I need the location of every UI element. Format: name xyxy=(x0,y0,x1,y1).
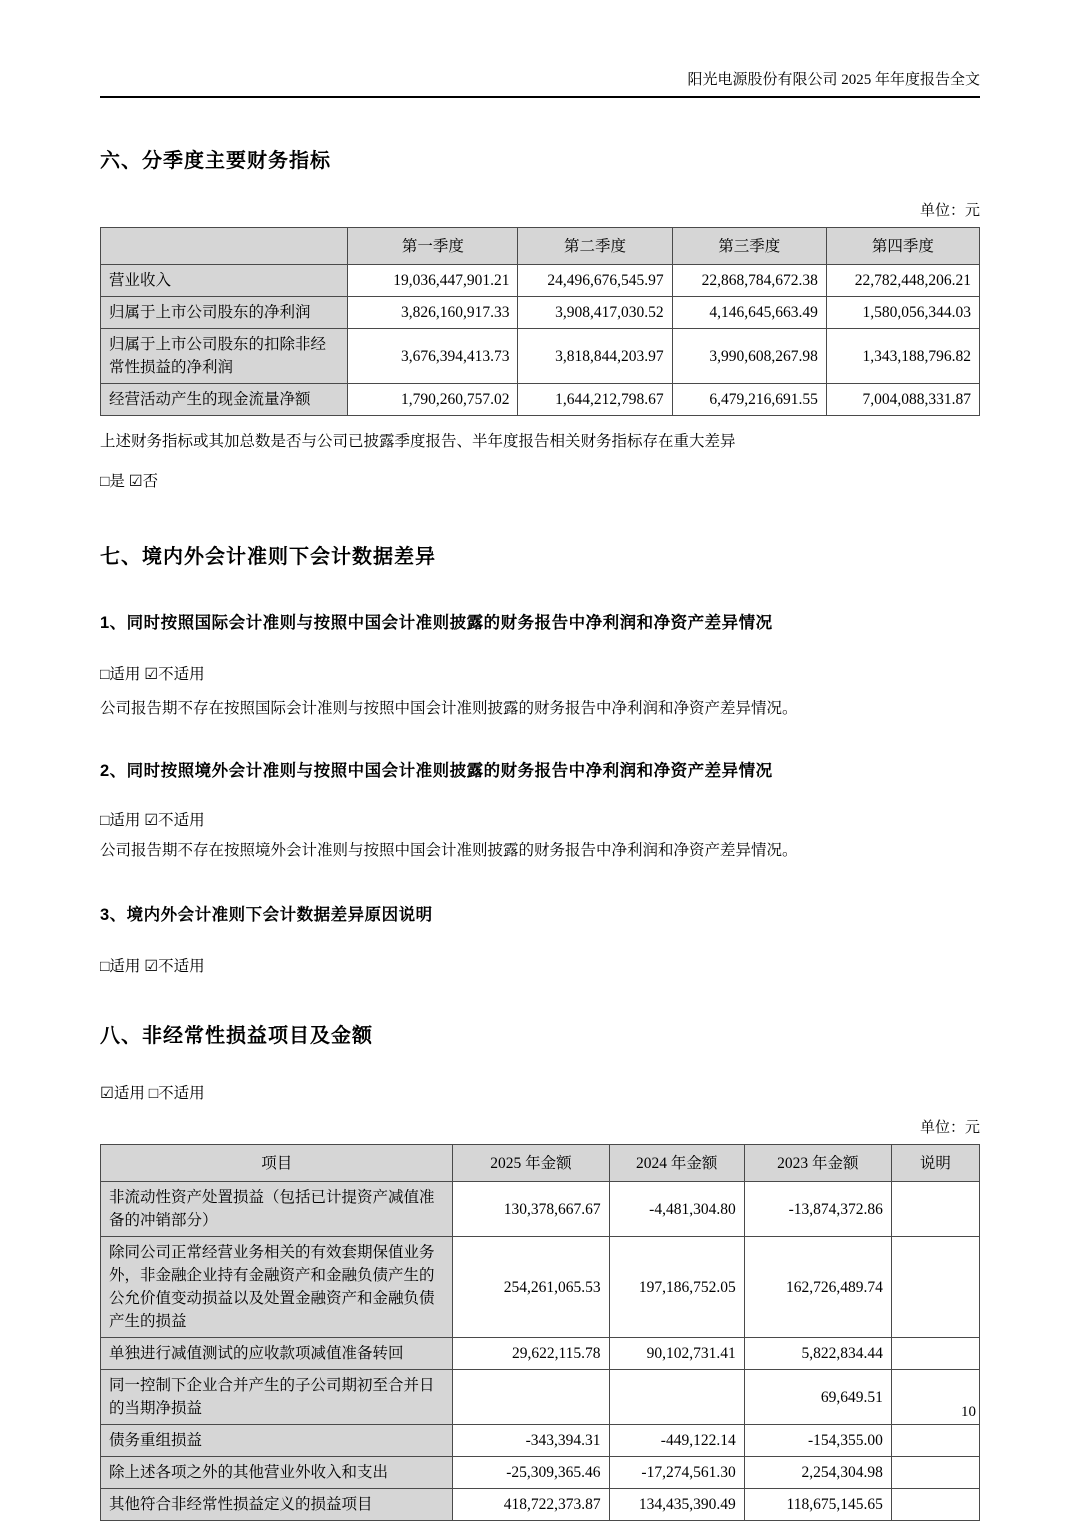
cell-note xyxy=(891,1425,979,1457)
row-label: 债务重组损益 xyxy=(101,1425,453,1457)
cell-value xyxy=(453,1370,609,1425)
section7-3-applicable-checkboxes: □适用 ☑不适用 xyxy=(100,958,205,975)
cell-value: 29,622,115.78 xyxy=(453,1338,609,1370)
cell-value: 3,676,394,413.73 xyxy=(348,329,518,384)
cell-value: 7,004,088,331.87 xyxy=(826,384,979,416)
section7-1-note: 公司报告期不存在按照国际会计准则与按照中国会计准则披露的财务报告中净利润和净资产差异情况。 xyxy=(100,700,798,717)
unit-label-section6: 单位：元 xyxy=(919,203,980,219)
cell-note xyxy=(891,1457,979,1489)
cell-note xyxy=(891,1237,979,1338)
cell-value: -449,122.14 xyxy=(609,1425,744,1457)
section7-1-applicable-checkboxes: □适用 ☑不适用 xyxy=(100,666,205,683)
cell-value: -17,274,561.30 xyxy=(609,1457,744,1489)
col-header-note: 说明 xyxy=(891,1145,979,1182)
quarterly-financials-table xyxy=(100,227,980,416)
cell-value: 3,826,160,917.33 xyxy=(348,297,518,329)
cell-note xyxy=(891,1338,979,1370)
cell-value: -13,874,372.86 xyxy=(744,1182,891,1237)
cell-value: 90,102,731.41 xyxy=(609,1338,744,1370)
col-header-2024: 2024 年金额 xyxy=(609,1145,744,1182)
cell-value: 6,479,216,691.55 xyxy=(672,384,826,416)
col-header-q3: 第三季度 xyxy=(672,228,826,265)
cell-value: 22,782,448,206.21 xyxy=(826,265,979,297)
section-8-title: 八、非经常性损益项目及金额 xyxy=(100,1025,373,1047)
table-row xyxy=(101,297,980,329)
section8-applicable-checkboxes: ☑适用 □不适用 xyxy=(100,1085,205,1102)
col-header-q2: 第二季度 xyxy=(518,228,672,265)
cell-value: 19,036,447,901.21 xyxy=(348,265,518,297)
cell-value: 5,822,834.44 xyxy=(744,1338,891,1370)
cell-value: 162,726,489.74 xyxy=(744,1237,891,1338)
cell-value: 197,186,752.05 xyxy=(609,1237,744,1338)
cell-value: 69,649.51 xyxy=(744,1370,891,1425)
table-row xyxy=(101,1425,980,1457)
cell-value: 254,261,065.53 xyxy=(453,1237,609,1338)
row-label: 除上述各项之外的其他营业外收入和支出 xyxy=(101,1457,453,1489)
row-label: 非流动性资产处置损益（包括已计提资产减值准备的冲销部分） xyxy=(101,1182,453,1237)
cell-value: 1,343,188,796.82 xyxy=(826,329,979,384)
section7-2-note: 公司报告期不存在按照境外会计准则与按照中国会计准则披露的财务报告中净利润和净资产差异情况。 xyxy=(100,842,798,859)
doc-header xyxy=(100,0,980,98)
table-row xyxy=(101,1182,980,1237)
cell-value: 130,378,667.67 xyxy=(453,1182,609,1237)
col-header-q4: 第四季度 xyxy=(826,228,979,265)
row-label: 单独进行减值测试的应收款项减值准备转回 xyxy=(101,1338,453,1370)
section7-2-applicable-checkboxes: □适用 ☑不适用 xyxy=(100,812,205,829)
cell-note xyxy=(891,1489,979,1521)
col-header-q1: 第一季度 xyxy=(348,228,518,265)
cell-value: 3,908,417,030.52 xyxy=(518,297,672,329)
cell-value: 4,146,645,663.49 xyxy=(672,297,826,329)
cell-value: 24,496,676,545.97 xyxy=(518,265,672,297)
section6-yes-no-checkboxes: □是 ☑否 xyxy=(100,473,159,490)
cell-value: 2,254,304.98 xyxy=(744,1457,891,1489)
col-header-2023: 2023 年金额 xyxy=(744,1145,891,1182)
doc-header-title: 阳光电源股份有限公司 2025 年年度报告全文 xyxy=(687,72,980,88)
section-7-2-title: 2、同时按照境外会计准则与按照中国会计准则披露的财务报告中净利润和净资产差异情况 xyxy=(100,762,773,780)
table-row xyxy=(101,1489,980,1521)
cell-value: -343,394.31 xyxy=(453,1425,609,1457)
cell-value: 3,990,608,267.98 xyxy=(672,329,826,384)
row-label: 同一控制下企业合并产生的子公司期初至合并日的当期净损益 xyxy=(101,1370,453,1425)
table-row xyxy=(101,265,980,297)
cell-value: -25,309,365.46 xyxy=(453,1457,609,1489)
table-row xyxy=(101,1338,980,1370)
cell-value: 1,644,212,798.67 xyxy=(518,384,672,416)
table-header-row xyxy=(101,1145,980,1182)
row-label: 除同公司正常经营业务相关的有效套期保值业务外，非金融企业持有金融资产和金融负债产生的公允价值变动损益以及处置金融资产和金融负债产生的损益 xyxy=(101,1237,453,1338)
unit-label-section8: 单位：元 xyxy=(919,1120,980,1136)
cell-value xyxy=(609,1370,744,1425)
cell-value: 22,868,784,672.38 xyxy=(672,265,826,297)
row-label: 归属于上市公司股东的净利润 xyxy=(101,297,348,329)
table-row xyxy=(101,1457,980,1489)
section-7-1-title: 1、同时按照国际会计准则与按照中国会计准则披露的财务报告中净利润和净资产差异情况 xyxy=(100,614,773,632)
row-label: 经营活动产生的现金流量净额 xyxy=(101,384,348,416)
cell-value: 418,722,373.87 xyxy=(453,1489,609,1521)
cell-value: 1,790,260,757.02 xyxy=(348,384,518,416)
section-6-title: 六、分季度主要财务指标 xyxy=(100,150,331,172)
cell-value: -154,355.00 xyxy=(744,1425,891,1457)
section-7-title: 七、境内外会计准则下会计数据差异 xyxy=(100,546,436,568)
page-number: 10 xyxy=(961,1404,976,1420)
table-row xyxy=(101,1237,980,1338)
table-row xyxy=(101,329,980,384)
cell-note xyxy=(891,1182,979,1237)
section-7-3-title: 3、境内外会计准则下会计数据差异原因说明 xyxy=(100,906,433,924)
cell-value: 134,435,390.49 xyxy=(609,1489,744,1521)
non-recurring-items-table xyxy=(100,1144,980,1521)
col-header-2025: 2025 年金额 xyxy=(453,1145,609,1182)
row-label: 归属于上市公司股东的扣除非经常性损益的净利润 xyxy=(101,329,348,384)
col-header-item: 项目 xyxy=(101,1145,453,1182)
row-label: 营业收入 xyxy=(101,265,348,297)
corner-cell xyxy=(101,228,348,265)
cell-value: 118,675,145.65 xyxy=(744,1489,891,1521)
row-label: 其他符合非经常性损益定义的损益项目 xyxy=(101,1489,453,1521)
table-header-row xyxy=(101,228,980,265)
table-row xyxy=(101,1370,980,1425)
cell-value: -4,481,304.80 xyxy=(609,1182,744,1237)
cell-value: 1,580,056,344.03 xyxy=(826,297,979,329)
section6-note: 上述财务指标或其加总数是否与公司已披露季度报告、半年度报告相关财务指标存在重大差异 xyxy=(100,433,736,450)
cell-value: 3,818,844,203.97 xyxy=(518,329,672,384)
table-row xyxy=(101,384,980,416)
